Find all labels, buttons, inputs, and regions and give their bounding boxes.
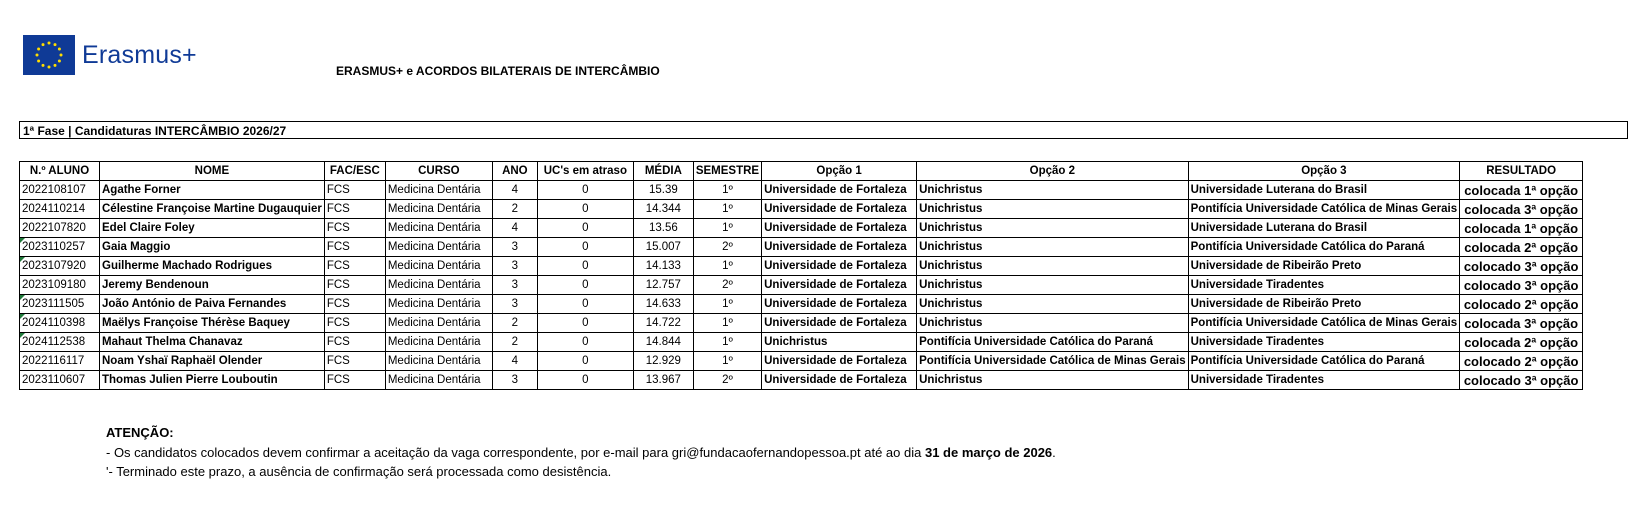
table-cell: Maëlys Françoise Thérèse Baquey bbox=[100, 314, 325, 333]
table-cell: FCS bbox=[324, 200, 385, 219]
table-row bbox=[20, 371, 1583, 390]
table-row bbox=[20, 352, 1583, 371]
table-cell: 0 bbox=[537, 333, 633, 352]
table-cell: Pontifícia Universidade Católica do Paraná bbox=[917, 333, 1189, 352]
table-cell: Thomas Julien Pierre Louboutin bbox=[100, 371, 325, 390]
table-cell: colocado 3ª opção bbox=[1460, 276, 1583, 295]
column-header: SEMESTRE bbox=[693, 162, 761, 181]
table-cell: 13.56 bbox=[633, 219, 693, 238]
table-cell: 2024110398 bbox=[20, 314, 100, 333]
table-cell: FCS bbox=[324, 276, 385, 295]
table-cell: 1º bbox=[693, 257, 761, 276]
table-cell: 2023109180 bbox=[20, 276, 100, 295]
table-cell: Célestine Françoise Martine Dugauquier bbox=[100, 200, 325, 219]
table-row bbox=[20, 219, 1583, 238]
erasmus-logo bbox=[23, 35, 197, 75]
table-cell: 2º bbox=[693, 276, 761, 295]
column-header: UC's em atraso bbox=[537, 162, 633, 181]
table-cell: Medicina Dentária bbox=[385, 181, 492, 200]
table-cell: 0 bbox=[537, 314, 633, 333]
table-cell: 1º bbox=[693, 333, 761, 352]
table-cell: 14.133 bbox=[633, 257, 693, 276]
table-cell: Unichristus bbox=[917, 371, 1189, 390]
table-cell: 2 bbox=[492, 200, 537, 219]
table-row bbox=[20, 181, 1583, 200]
notes-deadline: 31 de março de 2026 bbox=[924, 444, 1053, 460]
table-cell: 2022108107 bbox=[20, 181, 100, 200]
table-cell: 1º bbox=[693, 295, 761, 314]
table-cell: 4 bbox=[492, 352, 537, 371]
table-cell: 14.344 bbox=[633, 200, 693, 219]
table-cell: Jeremy Bendenoun bbox=[100, 276, 325, 295]
table-cell: colocado 2ª opção bbox=[1460, 352, 1583, 371]
table-cell: 2022107820 bbox=[20, 219, 100, 238]
table-cell: Unichristus bbox=[917, 257, 1189, 276]
table-cell: 4 bbox=[492, 219, 537, 238]
table-cell: Universidade de Fortaleza bbox=[762, 181, 917, 200]
table-cell: 2024110214 bbox=[20, 200, 100, 219]
column-header: ANO bbox=[492, 162, 537, 181]
table-cell: FCS bbox=[324, 314, 385, 333]
column-header: RESULTADO bbox=[1460, 162, 1583, 181]
table-cell: 0 bbox=[537, 371, 633, 390]
table-cell: FCS bbox=[324, 257, 385, 276]
table-cell: colocado 3ª opção bbox=[1460, 257, 1583, 276]
table-cell: 2º bbox=[693, 238, 761, 257]
column-header: MÉDIA bbox=[633, 162, 693, 181]
table-cell: Unichristus bbox=[762, 333, 917, 352]
table-row bbox=[20, 314, 1583, 333]
table-cell: 2023110257 bbox=[20, 238, 100, 257]
table-cell: Agathe Forner bbox=[100, 181, 325, 200]
table-cell: Medicina Dentária bbox=[385, 295, 492, 314]
table-cell: 12.757 bbox=[633, 276, 693, 295]
column-header: FAC/ESC bbox=[324, 162, 385, 181]
table-cell: colocada 1ª opção bbox=[1460, 181, 1583, 200]
table-cell: Unichristus bbox=[917, 276, 1189, 295]
table-cell: 1º bbox=[693, 314, 761, 333]
notes-heading: ATENÇÃO: bbox=[106, 425, 174, 440]
table-row bbox=[20, 238, 1583, 257]
table-cell: Unichristus bbox=[917, 238, 1189, 257]
notes-line-1-text: - Os candidatos colocados devem confirmar a aceitação da vaga correspondente, por e-mail para gri@fundacaofernandopessoa.pt até ao dia bbox=[106, 444, 925, 460]
table-cell: 0 bbox=[537, 352, 633, 371]
table-cell: FCS bbox=[324, 371, 385, 390]
table-cell: FCS bbox=[324, 295, 385, 314]
table-cell: colocada 2ª opção bbox=[1460, 238, 1583, 257]
table-cell: Universidade de Fortaleza bbox=[762, 200, 917, 219]
table-cell: 14.633 bbox=[633, 295, 693, 314]
table-cell: Medicina Dentária bbox=[385, 276, 492, 295]
table-cell: FCS bbox=[324, 219, 385, 238]
notes-line-1 bbox=[106, 443, 1056, 463]
table-cell: Universidade Tiradentes bbox=[1188, 333, 1460, 352]
table-cell: Universidade Tiradentes bbox=[1188, 371, 1460, 390]
table-cell: Universidade Luterana do Brasil bbox=[1188, 181, 1460, 200]
table-row bbox=[20, 276, 1583, 295]
table-cell: colocada 3ª opção bbox=[1460, 200, 1583, 219]
table-cell: Universidade de Fortaleza bbox=[762, 314, 917, 333]
table-cell: 2 bbox=[492, 333, 537, 352]
table-cell: Pontifícia Universidade Católica de Minas Gerais bbox=[1188, 314, 1460, 333]
table-cell: Unichristus bbox=[917, 219, 1189, 238]
table-cell: 0 bbox=[537, 200, 633, 219]
table-cell: colocada 2ª opção bbox=[1460, 333, 1583, 352]
table-cell: 1º bbox=[693, 200, 761, 219]
table-cell: 12.929 bbox=[633, 352, 693, 371]
table-cell: Unichristus bbox=[917, 181, 1189, 200]
table-cell: Universidade Tiradentes bbox=[1188, 276, 1460, 295]
table-cell: 15.39 bbox=[633, 181, 693, 200]
table-cell: Guilherme Machado Rodrigues bbox=[100, 257, 325, 276]
table-cell: 0 bbox=[537, 257, 633, 276]
table-cell: 2024112538 bbox=[20, 333, 100, 352]
table-cell: 2023110607 bbox=[20, 371, 100, 390]
table-cell: Medicina Dentária bbox=[385, 314, 492, 333]
table-row bbox=[20, 295, 1583, 314]
notes bbox=[106, 423, 1056, 482]
table-cell: Pontifícia Universidade Católica de Minas Gerais bbox=[917, 352, 1189, 371]
table-cell: Pontifícia Universidade Católica do Paraná bbox=[1188, 352, 1460, 371]
table-cell: 13.967 bbox=[633, 371, 693, 390]
table-cell: Unichristus bbox=[917, 314, 1189, 333]
table-cell: Medicina Dentária bbox=[385, 200, 492, 219]
table-header-row bbox=[20, 162, 1583, 181]
table-cell: Medicina Dentária bbox=[385, 371, 492, 390]
table-cell: 14.722 bbox=[633, 314, 693, 333]
table-cell: 0 bbox=[537, 181, 633, 200]
table-cell: 1º bbox=[693, 352, 761, 371]
table-cell: Universidade de Ribeirão Preto bbox=[1188, 295, 1460, 314]
table-row bbox=[20, 257, 1583, 276]
table-cell: 4 bbox=[492, 181, 537, 200]
document-title: ERASMUS+ e ACORDOS BILATERAIS DE INTERCÂMBIO bbox=[336, 64, 660, 78]
table-cell: 2022116117 bbox=[20, 352, 100, 371]
table-cell: Gaia Maggio bbox=[100, 238, 325, 257]
table-cell: Edel Claire Foley bbox=[100, 219, 325, 238]
table-cell: 3 bbox=[492, 257, 537, 276]
table-cell: Medicina Dentária bbox=[385, 352, 492, 371]
table-cell: 0 bbox=[537, 238, 633, 257]
table-cell: FCS bbox=[324, 181, 385, 200]
table-cell: Universidade de Fortaleza bbox=[762, 371, 917, 390]
table-cell: 15.007 bbox=[633, 238, 693, 257]
table-cell: 14.844 bbox=[633, 333, 693, 352]
table-cell: 3 bbox=[492, 295, 537, 314]
table-cell: 1º bbox=[693, 181, 761, 200]
table-cell: Medicina Dentária bbox=[385, 333, 492, 352]
column-header: CURSO bbox=[385, 162, 492, 181]
table-cell: Noam Yshaï Raphaël Olender bbox=[100, 352, 325, 371]
table-row bbox=[20, 333, 1583, 352]
table-cell: FCS bbox=[324, 333, 385, 352]
table-cell: 2023107920 bbox=[20, 257, 100, 276]
table-cell: 2023111505 bbox=[20, 295, 100, 314]
column-header: NOME bbox=[100, 162, 325, 181]
phase-title: 1ª Fase | Candidaturas INTERCÂMBIO 2026/27 bbox=[19, 121, 1628, 139]
table-cell: Mahaut Thelma Chanavaz bbox=[100, 333, 325, 352]
eu-flag-icon bbox=[23, 35, 75, 75]
table-cell: Universidade de Ribeirão Preto bbox=[1188, 257, 1460, 276]
column-header: Opção 1 bbox=[762, 162, 917, 181]
table-cell: Pontifícia Universidade Católica do Paraná bbox=[1188, 238, 1460, 257]
logo-text: Erasmus+ bbox=[82, 40, 197, 69]
table-cell: colocada 1ª opção bbox=[1460, 219, 1583, 238]
table-cell: 0 bbox=[537, 276, 633, 295]
table-cell: Universidade Luterana do Brasil bbox=[1188, 219, 1460, 238]
table-cell: Medicina Dentária bbox=[385, 238, 492, 257]
table-cell: 3 bbox=[492, 238, 537, 257]
table-cell: Pontifícia Universidade Católica de Minas Gerais bbox=[1188, 200, 1460, 219]
column-header: N.º ALUNO bbox=[20, 162, 100, 181]
table-cell: Universidade de Fortaleza bbox=[762, 352, 917, 371]
column-header: Opção 2 bbox=[917, 162, 1189, 181]
table-cell: Universidade de Fortaleza bbox=[762, 257, 917, 276]
table-row bbox=[20, 200, 1583, 219]
table-cell: 1º bbox=[693, 219, 761, 238]
notes-line-1-end: . bbox=[1052, 444, 1056, 460]
table-cell: colocado 2ª opção bbox=[1460, 295, 1583, 314]
table-cell: 2º bbox=[693, 371, 761, 390]
column-header: Opção 3 bbox=[1188, 162, 1460, 181]
table-cell: Universidade de Fortaleza bbox=[762, 295, 917, 314]
table-cell: Universidade de Fortaleza bbox=[762, 219, 917, 238]
table-cell: Universidade de Fortaleza bbox=[762, 238, 917, 257]
table-cell: 0 bbox=[537, 219, 633, 238]
table-cell: Unichristus bbox=[917, 295, 1189, 314]
table-cell: Unichristus bbox=[917, 200, 1189, 219]
table-cell: 3 bbox=[492, 276, 537, 295]
table-cell: FCS bbox=[324, 238, 385, 257]
table-cell: 0 bbox=[537, 295, 633, 314]
table-cell: Universidade de Fortaleza bbox=[762, 276, 917, 295]
table-cell: Medicina Dentária bbox=[385, 257, 492, 276]
table-cell: João António de Paiva Fernandes bbox=[100, 295, 325, 314]
table-cell: colocada 3ª opção bbox=[1460, 314, 1583, 333]
table-cell: FCS bbox=[324, 352, 385, 371]
table-cell: Medicina Dentária bbox=[385, 219, 492, 238]
notes-line-2: '- Terminado este prazo, a ausência de confirmação será processada como desistência. bbox=[106, 464, 612, 479]
table-cell: colocado 3ª opção bbox=[1460, 371, 1583, 390]
table-cell: 3 bbox=[492, 371, 537, 390]
table-cell: 2 bbox=[492, 314, 537, 333]
results-table bbox=[19, 161, 1583, 390]
